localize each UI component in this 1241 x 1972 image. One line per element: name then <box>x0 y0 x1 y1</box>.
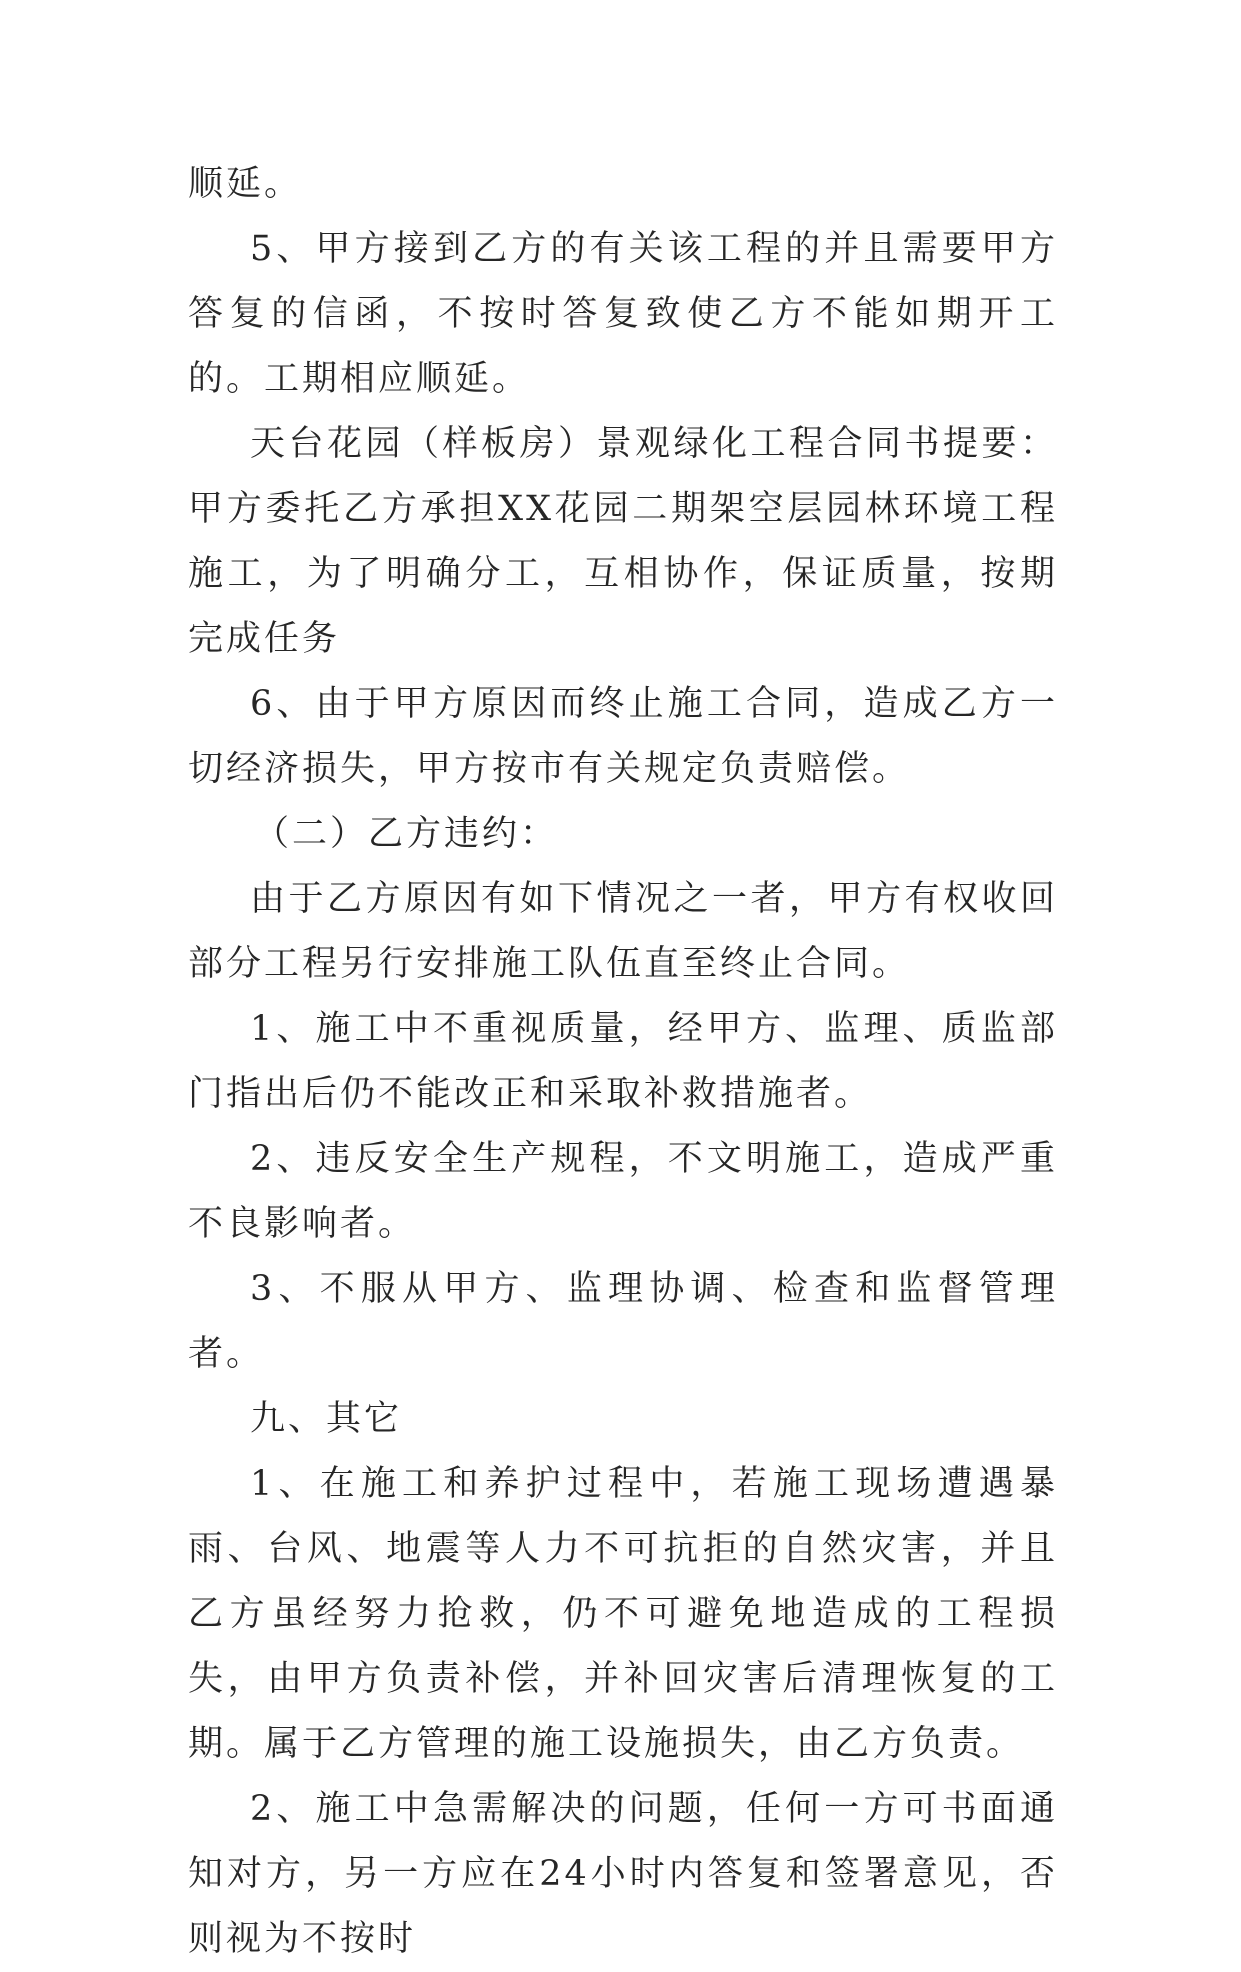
paragraph-continuation: 顺延。 <box>188 164 303 204</box>
paragraph-clause-5: 5、甲方接到乙方的有关该工程的并且需要甲方答复的信函，不按时答复致使乙方不能如期开工的。工期相应顺延。 <box>188 229 1058 399</box>
paragraph-breach-item-3: 3、不服从甲方、监理协调、检查和监督管理者。 <box>188 1269 1058 1374</box>
section-heading-others: 九、其它 <box>250 1399 403 1439</box>
section-heading-party-b-breach: （二）乙方违约： <box>254 814 559 854</box>
paragraph-others-item-1: 1、在施工和养护过程中，若施工现场遭遇暴雨、台风、地震等人力不可抗拒的自然灾害，并且乙方虽经努力抢救，仍不可避免地造成的工程损失，由甲方负责补偿，并补回灾害后清理恢复的工期。属于乙方管理的施工设施损失，由乙方负责。 <box>188 1464 1058 1764</box>
paragraph-breach-item-1: 1、施工中不重视质量，经甲方、监理、质监部门指出后仍不能改正和采取补救措施者。 <box>188 1009 1058 1114</box>
paragraph-party-b-breach-intro: 由于乙方原因有如下情况之一者，甲方有权收回部分工程另行安排施工队伍直至终止合同。 <box>188 879 1058 984</box>
paragraph-contract-summary: 天台花园（样板房）景观绿化工程合同书提要：甲方委托乙方承担XX花园二期架空层园林环境工程施工，为了明确分工，互相协作，保证质量，按期完成任务 <box>188 424 1058 659</box>
paragraph-breach-item-2: 2、违反安全生产规程，不文明施工，造成严重不良影响者。 <box>188 1139 1058 1244</box>
document-body <box>188 152 1058 1972</box>
paragraph-clause-6: 6、由于甲方原因而终止施工合同，造成乙方一切经济损失，甲方按市有关规定负责赔偿。 <box>188 684 1058 789</box>
paragraph-others-item-2: 2、施工中急需解决的问题，任何一方可书面通知对方，另一方应在24小时内答复和签署意见，否则视为不按时 <box>188 1789 1058 1959</box>
